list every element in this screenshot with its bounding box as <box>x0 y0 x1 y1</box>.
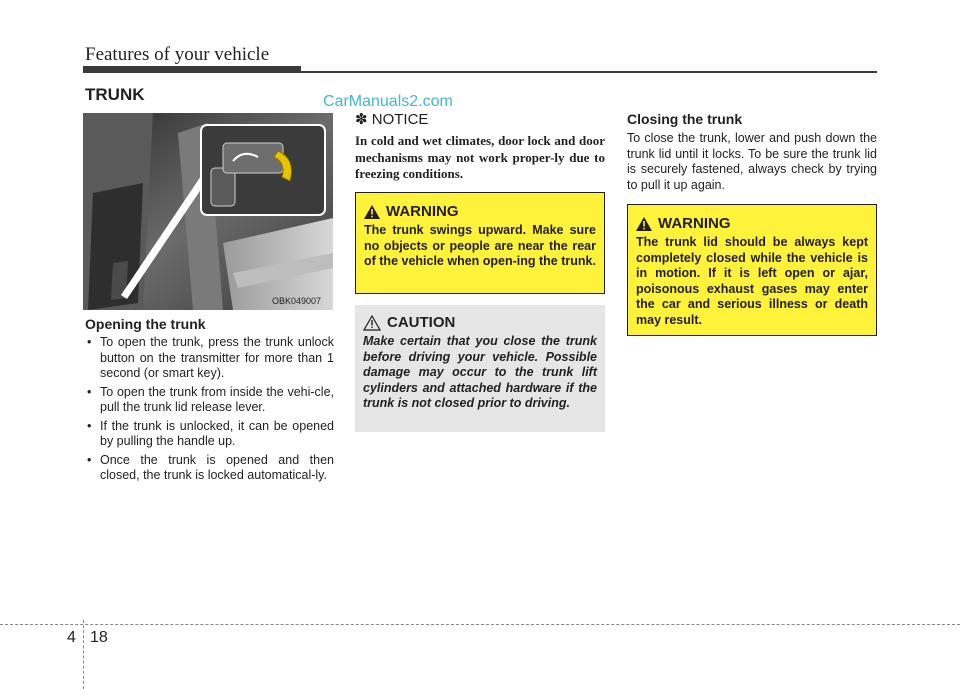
closing-heading: Closing the trunk <box>627 111 743 127</box>
running-header: Features of your vehicle <box>85 44 270 65</box>
list-item: • If the trunk is unlocked, it can be opened by pulling the handle up. <box>85 419 334 450</box>
chapter-number: 4 <box>67 629 76 646</box>
footer-rule <box>0 624 960 625</box>
caution-text: Make certain that you close the trunk before driving your vehicle. Possible damage may occur to the trunk lift cylinders and attached hardware if the trunk is not closed prior to driving. <box>363 334 597 410</box>
warning-triangle-icon <box>636 217 652 231</box>
warning-title-text: WARNING <box>658 215 731 232</box>
door-trim-photo <box>83 113 333 310</box>
caution-triangle-icon <box>363 315 381 331</box>
closing-text: To close the trunk, lower and push down the trunk lid until it locks. To be sure the trunk lid is securely fastened, always check by trying to pull it up again. <box>627 131 877 192</box>
warning-triangle-icon <box>364 205 380 219</box>
notice-text: In cold and wet climates, door lock and door mechanisms may not work proper-ly due to freezing conditions. <box>355 133 605 181</box>
warning-box-exhaust <box>627 204 877 336</box>
section-title: TRUNK <box>85 85 145 104</box>
warning-box-swing <box>355 192 605 294</box>
warning-title <box>364 203 596 220</box>
warning-title-text: WARNING <box>386 203 459 220</box>
caution-title-text: CAUTION <box>387 314 456 331</box>
notice-heading: ✽ NOTICE <box>355 111 429 128</box>
warning-text: The trunk lid should be always kept completely closed while the vehicle is in motion. If it is left open or ajar, poisonous exhaust gases may enter the car and serious illness or death may result. <box>636 235 868 327</box>
warning-title <box>636 215 868 232</box>
header-rule <box>301 71 877 73</box>
caution-title <box>363 314 597 331</box>
list-item: • Once the trunk is opened and then closed, the trunk is locked automatical-ly. <box>85 453 334 484</box>
footer-divider <box>83 620 84 689</box>
list-item: • To open the trunk from inside the vehi-cle, pull the trunk lid release lever. <box>85 385 334 416</box>
list-item: • To open the trunk, press the trunk unlock button on the transmitter for more than 1 second (or smart key). <box>85 335 334 382</box>
opening-heading: Opening the trunk <box>85 316 206 332</box>
watermark: CarManuals2.com <box>323 93 453 110</box>
photo-code: OBK049007 <box>272 296 322 306</box>
opening-list <box>85 335 334 487</box>
warning-text: The trunk swings upward. Make sure no objects or people are near the rear of the vehicle when open-ing the trunk. <box>364 223 596 268</box>
caution-box <box>355 305 605 432</box>
page-number: 18 <box>90 629 108 646</box>
header-bar <box>83 66 301 73</box>
